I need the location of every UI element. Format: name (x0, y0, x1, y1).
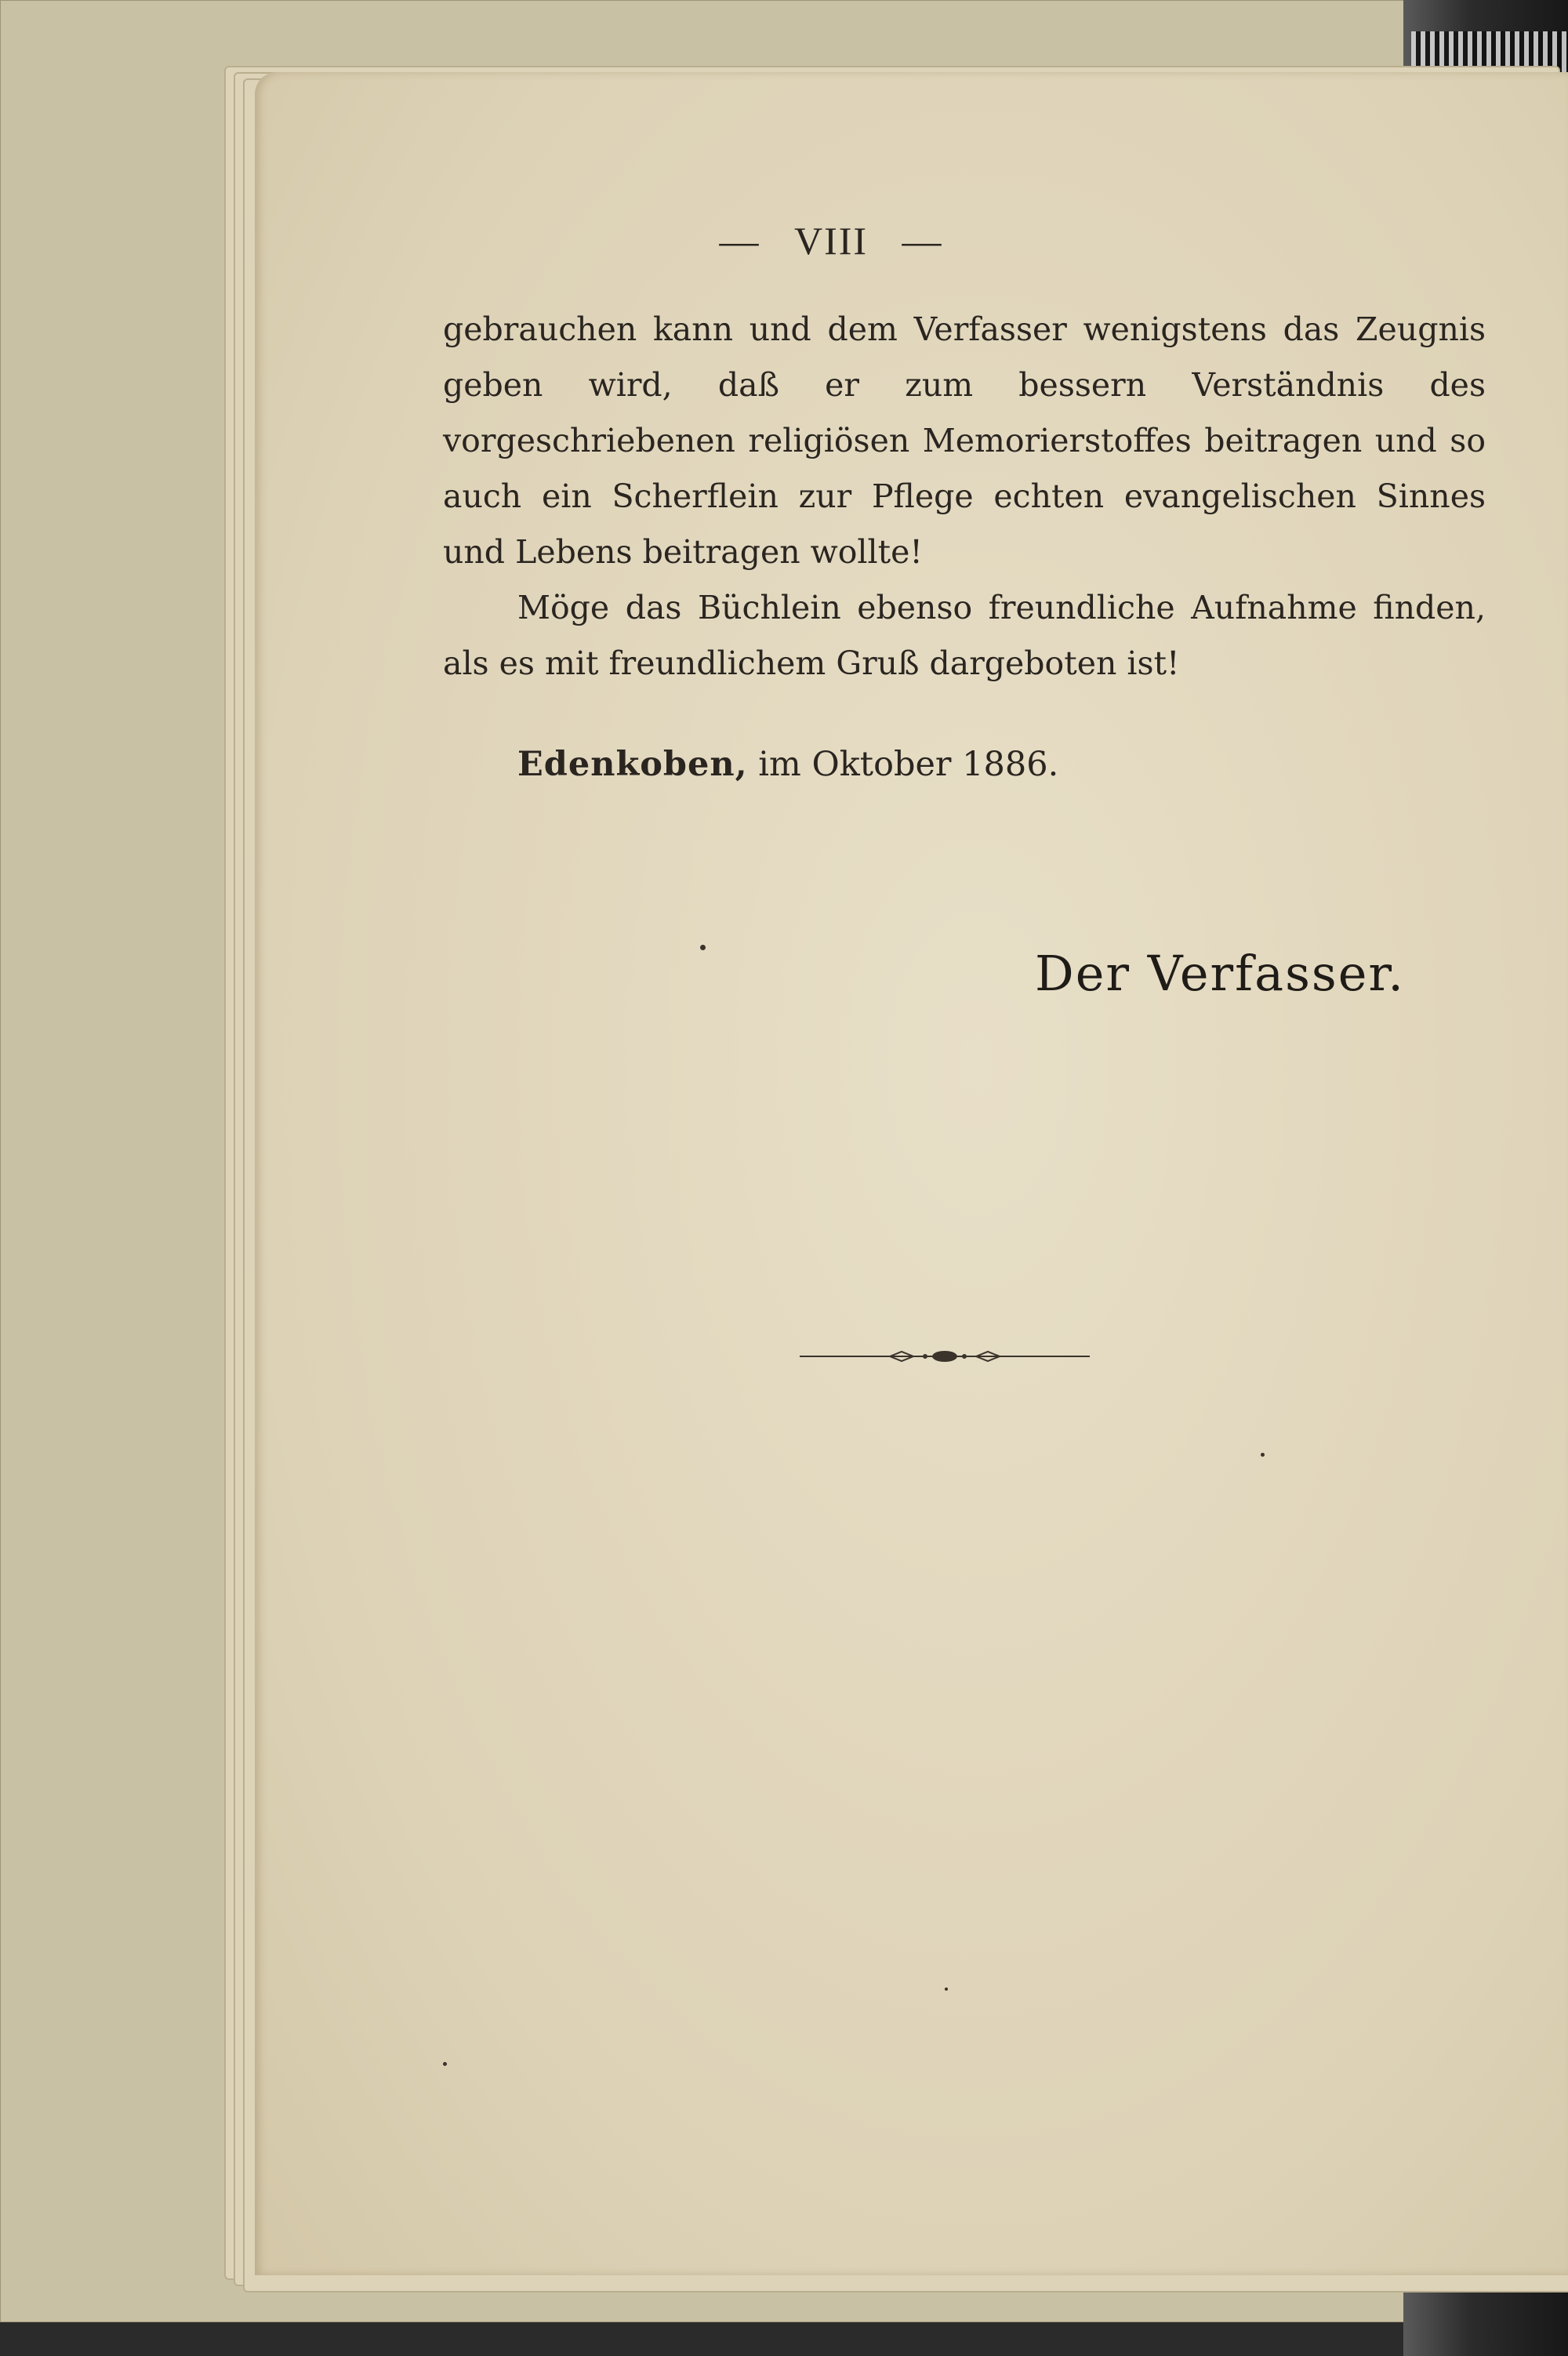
header-dash-right: — (902, 219, 943, 263)
body-text (443, 302, 1486, 692)
paper-speck (1261, 1453, 1265, 1457)
paragraph: Möge das Büchlein ebenso freundliche Aufnahme finden, als es mit freundlichem Gruß dargeboten ist! (443, 589, 1486, 682)
page-number: VIII (793, 219, 869, 263)
page-header (0, 218, 1568, 263)
paper-speck (443, 2062, 447, 2066)
dateline (517, 745, 1058, 784)
header-dash-left: — (719, 219, 760, 263)
bleed-through-text (439, 737, 1482, 2023)
dateline-place: Edenkoben, (517, 745, 748, 784)
paper-speck (945, 1988, 948, 1991)
dateline-date: im Oktober 1886. (758, 745, 1059, 784)
ornament-divider-icon (800, 1341, 1090, 1372)
paragraph: gebrauchen kann und dem Verfasser wenigstens das Zeugnis geben wird, daß er zum bessern Verständnis des vorgeschriebenen religiösen Memorierstoffes beitragen und so auch ein Scherflein zur Pflege echten evangelischen Sinnes und Lebens beitragen wollte! (443, 310, 1486, 571)
paper-speck (700, 945, 706, 950)
signature: Der Verfasser. (1035, 945, 1405, 1002)
